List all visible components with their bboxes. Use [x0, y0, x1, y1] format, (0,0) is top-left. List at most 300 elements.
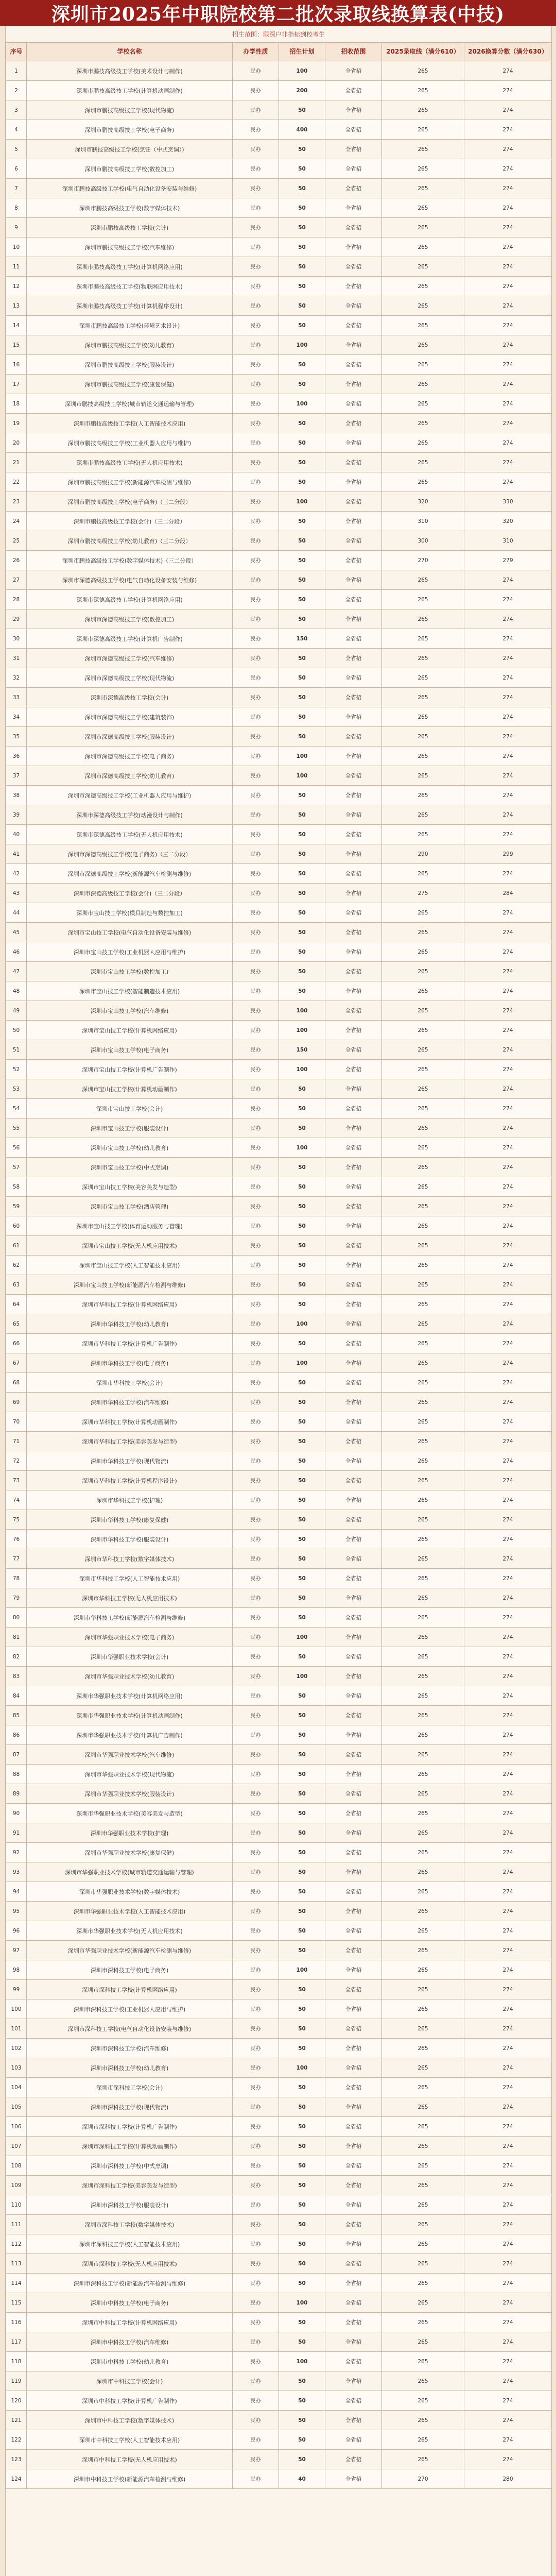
table-row — [6, 1490, 552, 1510]
scope-cell: 全省招 — [325, 1197, 382, 1216]
convert2026-cell: 274 — [464, 2039, 552, 2058]
school-name-cell: 深圳市宝山技工学校(新能源汽车检测与维修) — [27, 1275, 233, 1295]
table-row — [6, 570, 552, 590]
school-name-cell: 深圳市深科技工学校(幼儿教育) — [27, 2058, 233, 2078]
scope-cell: 全省招 — [325, 140, 382, 159]
school-name-cell: 深圳市鹏技高级技工学校(电子商务) — [27, 120, 233, 140]
line2025-cell: 265 — [382, 1530, 464, 1549]
convert2026-cell: 274 — [464, 257, 552, 277]
table-row — [6, 981, 552, 1001]
plan-cell: 100 — [279, 1021, 325, 1040]
scope-cell: 全省招 — [325, 707, 382, 727]
line2025-cell: 265 — [382, 2137, 464, 2156]
nature-cell: 民办 — [233, 140, 279, 159]
table-row — [6, 1569, 552, 1588]
seq-cell: 60 — [6, 1216, 27, 1236]
line2025-cell: 265 — [382, 962, 464, 981]
seq-cell: 44 — [6, 903, 27, 923]
nature-cell: 民办 — [233, 1608, 279, 1628]
scope-cell: 全省招 — [325, 1765, 382, 1784]
scope-cell: 全省招 — [325, 923, 382, 942]
scope-cell: 全省招 — [325, 61, 382, 81]
nature-cell: 民办 — [233, 1941, 279, 1960]
nature-cell: 民办 — [233, 1471, 279, 1490]
convert2026-cell: 274 — [464, 590, 552, 609]
school-name-cell: 深圳市宝山技工学校(智能制造技术应用) — [27, 981, 233, 1001]
school-name-cell: 深圳市华科技工学校(服装设计) — [27, 1530, 233, 1549]
nature-cell: 民办 — [233, 903, 279, 923]
seq-cell: 93 — [6, 1862, 27, 1882]
table-row — [6, 2215, 552, 2234]
seq-cell: 6 — [6, 159, 27, 179]
line2025-cell: 265 — [382, 1158, 464, 1177]
nature-cell: 民办 — [233, 1393, 279, 1412]
scope-cell: 全省招 — [325, 2215, 382, 2234]
convert2026-cell: 274 — [464, 375, 552, 394]
line2025-cell: 265 — [382, 1999, 464, 2019]
plan-cell: 50 — [279, 1216, 325, 1236]
seq-cell: 91 — [6, 1823, 27, 1843]
school-name-cell: 深圳市深德高级技工学校(现代物流) — [27, 668, 233, 688]
table-row — [6, 1628, 552, 1647]
seq-cell: 41 — [6, 844, 27, 864]
seq-cell: 38 — [6, 786, 27, 805]
seq-cell: 77 — [6, 1549, 27, 1569]
seq-cell: 50 — [6, 1021, 27, 1040]
table-row — [6, 1530, 552, 1549]
seq-cell: 46 — [6, 942, 27, 962]
table-row — [6, 1765, 552, 1784]
line2025-cell: 265 — [382, 1060, 464, 1079]
scope-cell: 全省招 — [325, 453, 382, 472]
convert2026-cell: 274 — [464, 1177, 552, 1197]
nature-cell: 民办 — [233, 1040, 279, 1060]
convert2026-cell: 280 — [464, 2469, 552, 2489]
plan-cell: 50 — [279, 2332, 325, 2352]
convert2026-cell: 274 — [464, 316, 552, 335]
plan-cell: 50 — [279, 355, 325, 375]
nature-cell: 民办 — [233, 238, 279, 257]
header-seq: 序号 — [6, 43, 27, 61]
line2025-cell: 265 — [382, 277, 464, 296]
nature-cell: 民办 — [233, 1960, 279, 1980]
nature-cell: 民办 — [233, 2156, 279, 2176]
line2025-cell: 265 — [382, 1569, 464, 1588]
school-name-cell: 深圳市鹏技高级技工学校(计算机程序设计) — [27, 296, 233, 316]
nature-cell: 民办 — [233, 2332, 279, 2352]
scope-cell: 全省招 — [325, 1040, 382, 1060]
plan-cell: 50 — [279, 1275, 325, 1295]
page-title: 深圳市2025年中职院校第二批次录取线换算表(中技) — [0, 0, 556, 26]
convert2026-cell: 279 — [464, 551, 552, 570]
plan-cell: 50 — [279, 1725, 325, 1745]
scope-cell: 全省招 — [325, 2195, 382, 2215]
seq-cell: 113 — [6, 2254, 27, 2274]
school-name-cell: 深圳市华科技工学校(电子商务) — [27, 1353, 233, 1373]
seq-cell: 121 — [6, 2411, 27, 2430]
plan-cell: 50 — [279, 1784, 325, 1804]
nature-cell: 民办 — [233, 1432, 279, 1451]
nature-cell: 民办 — [233, 1784, 279, 1804]
seq-cell: 67 — [6, 1353, 27, 1373]
nature-cell: 民办 — [233, 2097, 279, 2117]
scope-cell: 全省招 — [325, 1353, 382, 1373]
table-row — [6, 1608, 552, 1628]
line2025-cell: 265 — [382, 923, 464, 942]
school-name-cell: 深圳市宝山技工学校(体育运动服务与管理) — [27, 1216, 233, 1236]
table-row — [6, 1941, 552, 1960]
school-name-cell: 深圳市鹏技高级技工学校(数字媒体技术) — [27, 198, 233, 218]
line2025-cell: 265 — [382, 1745, 464, 1765]
nature-cell: 民办 — [233, 786, 279, 805]
plan-cell: 50 — [279, 707, 325, 727]
seq-cell: 19 — [6, 414, 27, 433]
seq-cell: 65 — [6, 1314, 27, 1334]
convert2026-cell: 274 — [464, 1256, 552, 1275]
seq-cell: 45 — [6, 923, 27, 942]
seq-cell: 32 — [6, 668, 27, 688]
line2025-cell: 265 — [382, 1843, 464, 1862]
convert2026-cell: 274 — [464, 903, 552, 923]
plan-cell: 50 — [279, 942, 325, 962]
school-name-cell: 深圳市鹏技高级技工学校(电子商务)（三二分段） — [27, 492, 233, 512]
nature-cell: 民办 — [233, 1823, 279, 1843]
table-row — [6, 1471, 552, 1490]
plan-cell: 50 — [279, 1295, 325, 1314]
line2025-cell: 265 — [382, 61, 464, 81]
table-row — [6, 2097, 552, 2117]
school-name-cell: 深圳市华强职业技术学校(电子商务) — [27, 1628, 233, 1647]
convert2026-cell: 274 — [464, 1393, 552, 1412]
seq-cell: 66 — [6, 1334, 27, 1353]
nature-cell: 民办 — [233, 1569, 279, 1588]
table-body — [6, 61, 552, 2489]
seq-cell: 85 — [6, 1706, 27, 1725]
nature-cell: 民办 — [233, 453, 279, 472]
school-name-cell: 深圳市深科技工学校(服装设计) — [27, 2195, 233, 2215]
seq-cell: 69 — [6, 1393, 27, 1412]
line2025-cell: 265 — [382, 198, 464, 218]
school-name-cell: 深圳市华强职业技术学校(康复保健) — [27, 1843, 233, 1862]
seq-cell: 8 — [6, 198, 27, 218]
scope-cell: 全省招 — [325, 1001, 382, 1021]
convert2026-cell: 274 — [464, 1295, 552, 1314]
table-row — [6, 218, 552, 238]
convert2026-cell: 274 — [464, 140, 552, 159]
line2025-cell: 270 — [382, 551, 464, 570]
table-row — [6, 1314, 552, 1334]
seq-cell: 16 — [6, 355, 27, 375]
convert2026-cell: 274 — [464, 296, 552, 316]
line2025-cell: 265 — [382, 1314, 464, 1334]
plan-cell: 50 — [279, 1177, 325, 1197]
line2025-cell: 265 — [382, 1902, 464, 1921]
nature-cell: 民办 — [233, 1921, 279, 1941]
plan-cell: 50 — [279, 1530, 325, 1549]
table-row — [6, 1862, 552, 1882]
convert2026-cell: 274 — [464, 2137, 552, 2156]
scope-cell: 全省招 — [325, 1471, 382, 1490]
school-name-cell: 深圳市中科技工学校(电子商务) — [27, 2293, 233, 2313]
plan-cell: 100 — [279, 2293, 325, 2313]
seq-cell: 110 — [6, 2195, 27, 2215]
seq-cell: 71 — [6, 1432, 27, 1451]
header-scope: 招收范围 — [325, 43, 382, 61]
plan-cell: 40 — [279, 2469, 325, 2489]
table-row — [6, 433, 552, 453]
plan-cell: 50 — [279, 1412, 325, 1432]
seq-cell: 115 — [6, 2293, 27, 2313]
scope-cell: 全省招 — [325, 962, 382, 981]
nature-cell: 民办 — [233, 1862, 279, 1882]
table-row — [6, 1647, 552, 1667]
seq-cell: 28 — [6, 590, 27, 609]
plan-cell: 100 — [279, 766, 325, 786]
header-school: 学校名称 — [27, 43, 233, 61]
school-name-cell: 深圳市鹏技高级技工学校(会计)（三二分段） — [27, 512, 233, 531]
plan-cell: 50 — [279, 1451, 325, 1471]
seq-cell: 13 — [6, 296, 27, 316]
school-name-cell: 深圳市鹏技高级技工学校(无人机应用技术) — [27, 453, 233, 472]
scope-cell: 全省招 — [325, 551, 382, 570]
nature-cell: 民办 — [233, 296, 279, 316]
seq-cell: 114 — [6, 2274, 27, 2293]
plan-cell: 50 — [279, 531, 325, 551]
seq-cell: 105 — [6, 2097, 27, 2117]
plan-cell: 50 — [279, 296, 325, 316]
table-row — [6, 1334, 552, 1353]
table-row — [6, 2156, 552, 2176]
scope-cell: 全省招 — [325, 1530, 382, 1549]
line2025-cell: 265 — [382, 355, 464, 375]
scope-cell: 全省招 — [325, 394, 382, 414]
line2025-cell: 265 — [382, 786, 464, 805]
plan-cell: 200 — [279, 81, 325, 100]
table-row — [6, 2058, 552, 2078]
convert2026-cell: 274 — [464, 1843, 552, 1862]
plan-cell: 50 — [279, 1608, 325, 1628]
seq-cell: 94 — [6, 1882, 27, 1902]
school-name-cell: 深圳市深德高级技工学校(新能源汽车检测与维修) — [27, 864, 233, 884]
scope-cell: 全省招 — [325, 1608, 382, 1628]
convert2026-cell: 274 — [464, 1745, 552, 1765]
plan-cell: 50 — [279, 1980, 325, 1999]
school-name-cell: 深圳市深德高级技工学校(汽车维修) — [27, 649, 233, 668]
table-row — [6, 1353, 552, 1373]
table-row — [6, 1197, 552, 1216]
scope-cell: 全省招 — [325, 864, 382, 884]
school-name-cell: 深圳市深科技工学校(计算机网络应用) — [27, 1980, 233, 1999]
school-name-cell: 深圳市华强职业技术学校(会计) — [27, 1647, 233, 1667]
convert2026-cell: 274 — [464, 1432, 552, 1451]
table-row — [6, 2195, 552, 2215]
nature-cell: 民办 — [233, 1158, 279, 1177]
convert2026-cell: 274 — [464, 1608, 552, 1628]
line2025-cell: 265 — [382, 1353, 464, 1373]
line2025-cell: 265 — [382, 1216, 464, 1236]
plan-cell: 50 — [279, 277, 325, 296]
table-row — [6, 2450, 552, 2469]
convert2026-cell: 274 — [464, 2058, 552, 2078]
line2025-cell: 265 — [382, 1784, 464, 1804]
school-name-cell: 深圳市鹏技高级技工学校(新能源汽车检测与维修) — [27, 472, 233, 492]
school-name-cell: 深圳市深科技工学校(电子商务) — [27, 1960, 233, 1980]
table-row — [6, 649, 552, 668]
seq-cell: 108 — [6, 2156, 27, 2176]
convert2026-cell: 274 — [464, 2019, 552, 2039]
scope-cell: 全省招 — [325, 1138, 382, 1158]
table-row — [6, 1667, 552, 1686]
plan-cell: 50 — [279, 1236, 325, 1256]
nature-cell: 民办 — [233, 531, 279, 551]
school-name-cell: 深圳市鹏技高级技工学校(数控加工) — [27, 159, 233, 179]
scope-cell: 全省招 — [325, 277, 382, 296]
line2025-cell: 265 — [382, 1040, 464, 1060]
nature-cell: 民办 — [233, 159, 279, 179]
nature-cell: 民办 — [233, 198, 279, 218]
plan-cell: 50 — [279, 159, 325, 179]
table-row — [6, 1040, 552, 1060]
convert2026-cell: 274 — [464, 1862, 552, 1882]
convert2026-cell: 274 — [464, 472, 552, 492]
convert2026-cell: 274 — [464, 2234, 552, 2254]
scope-cell: 全省招 — [325, 1451, 382, 1471]
scope-cell: 全省招 — [325, 1158, 382, 1177]
plan-cell: 50 — [279, 884, 325, 903]
nature-cell: 民办 — [233, 2391, 279, 2411]
plan-cell: 50 — [279, 2117, 325, 2137]
school-name-cell: 深圳市深科技工学校(电气自动化设备安装与维修) — [27, 2019, 233, 2039]
plan-cell: 50 — [279, 2430, 325, 2450]
table-row — [6, 316, 552, 335]
plan-cell: 50 — [279, 2391, 325, 2411]
plan-cell: 400 — [279, 120, 325, 140]
school-name-cell: 深圳市深科技工学校(无人机应用技术) — [27, 2254, 233, 2274]
plan-cell: 50 — [279, 551, 325, 570]
nature-cell: 民办 — [233, 1353, 279, 1373]
convert2026-cell: 274 — [464, 1941, 552, 1960]
convert2026-cell: 274 — [464, 2078, 552, 2097]
line2025-cell: 265 — [382, 942, 464, 962]
scope-cell: 全省招 — [325, 1882, 382, 1902]
nature-cell: 民办 — [233, 942, 279, 962]
table-row — [6, 1177, 552, 1197]
plan-cell: 50 — [279, 2019, 325, 2039]
seq-cell: 25 — [6, 531, 27, 551]
line2025-cell: 265 — [382, 649, 464, 668]
school-name-cell: 深圳市中科技工学校(人工智能技术应用) — [27, 2430, 233, 2450]
scope-cell: 全省招 — [325, 433, 382, 453]
seq-cell: 84 — [6, 1686, 27, 1706]
line2025-cell: 265 — [382, 1628, 464, 1647]
scope-cell: 全省招 — [325, 2274, 382, 2293]
scope-cell: 全省招 — [325, 1941, 382, 1960]
nature-cell: 民办 — [233, 257, 279, 277]
line2025-cell: 265 — [382, 2332, 464, 2352]
line2025-cell: 265 — [382, 864, 464, 884]
plan-cell: 50 — [279, 2078, 325, 2097]
nature-cell: 民办 — [233, 355, 279, 375]
plan-cell: 50 — [279, 2215, 325, 2234]
school-name-cell: 深圳市宝山技工学校(服装设计) — [27, 1118, 233, 1138]
plan-cell: 50 — [279, 2254, 325, 2274]
nature-cell: 民办 — [233, 1902, 279, 1921]
school-name-cell: 深圳市深科技工学校(会计) — [27, 2078, 233, 2097]
table-row — [6, 1999, 552, 2019]
school-name-cell: 深圳市深德高级技工学校(服装设计) — [27, 727, 233, 747]
school-name-cell: 深圳市宝山技工学校(工业机器人应用与维护) — [27, 942, 233, 962]
table-row — [6, 2117, 552, 2137]
plan-cell: 50 — [279, 1902, 325, 1921]
scope-cell: 全省招 — [325, 629, 382, 649]
table-row — [6, 1295, 552, 1314]
plan-cell: 50 — [279, 1823, 325, 1843]
seq-cell: 112 — [6, 2234, 27, 2254]
convert2026-cell: 274 — [464, 1921, 552, 1941]
table-row — [6, 1804, 552, 1823]
convert2026-cell: 274 — [464, 2254, 552, 2274]
convert2026-cell: 274 — [464, 2176, 552, 2195]
line2025-cell: 265 — [382, 1549, 464, 1569]
line2025-cell: 265 — [382, 453, 464, 472]
convert2026-cell: 274 — [464, 570, 552, 590]
seq-cell: 54 — [6, 1099, 27, 1118]
seq-cell: 79 — [6, 1588, 27, 1608]
scope-cell: 全省招 — [325, 903, 382, 923]
nature-cell: 民办 — [233, 2078, 279, 2097]
scope-cell: 全省招 — [325, 668, 382, 688]
table-row — [6, 1784, 552, 1804]
table-row — [6, 942, 552, 962]
convert2026-cell: 274 — [464, 1451, 552, 1471]
nature-cell: 民办 — [233, 1745, 279, 1765]
plan-cell: 100 — [279, 335, 325, 355]
plan-cell: 100 — [279, 1667, 325, 1686]
plan-cell: 50 — [279, 1686, 325, 1706]
table-row — [6, 2469, 552, 2489]
scope-cell: 全省招 — [325, 512, 382, 531]
nature-cell: 民办 — [233, 1256, 279, 1275]
school-name-cell: 深圳市华强职业技术学校(数字媒体技术) — [27, 1882, 233, 1902]
convert2026-cell: 274 — [464, 649, 552, 668]
school-name-cell: 深圳市鹏技高级技工学校(服装设计) — [27, 355, 233, 375]
convert2026-cell: 274 — [464, 1373, 552, 1393]
table-row — [6, 786, 552, 805]
school-name-cell: 深圳市中科技工学校(数字媒体技术) — [27, 2411, 233, 2430]
line2025-cell: 265 — [382, 570, 464, 590]
nature-cell: 民办 — [233, 1275, 279, 1295]
table-row — [6, 1843, 552, 1862]
table-row — [6, 1079, 552, 1099]
school-name-cell: 深圳市华强职业技术学校(无人机应用技术) — [27, 1921, 233, 1941]
nature-cell: 民办 — [233, 1725, 279, 1745]
scope-cell: 全省招 — [325, 2450, 382, 2469]
seq-cell: 17 — [6, 375, 27, 394]
header-line2025: 2025录取线（满分610） — [382, 43, 464, 61]
seq-cell: 97 — [6, 1941, 27, 1960]
table-row — [6, 864, 552, 884]
seq-cell: 95 — [6, 1902, 27, 1921]
table-row — [6, 2137, 552, 2156]
table-row — [6, 1138, 552, 1158]
scope-cell: 全省招 — [325, 296, 382, 316]
scope-cell: 全省招 — [325, 2078, 382, 2097]
scope-cell: 全省招 — [325, 2391, 382, 2411]
plan-cell: 50 — [279, 903, 325, 923]
convert2026-cell: 274 — [464, 2430, 552, 2450]
scope-cell: 全省招 — [325, 1804, 382, 1823]
line2025-cell: 265 — [382, 903, 464, 923]
